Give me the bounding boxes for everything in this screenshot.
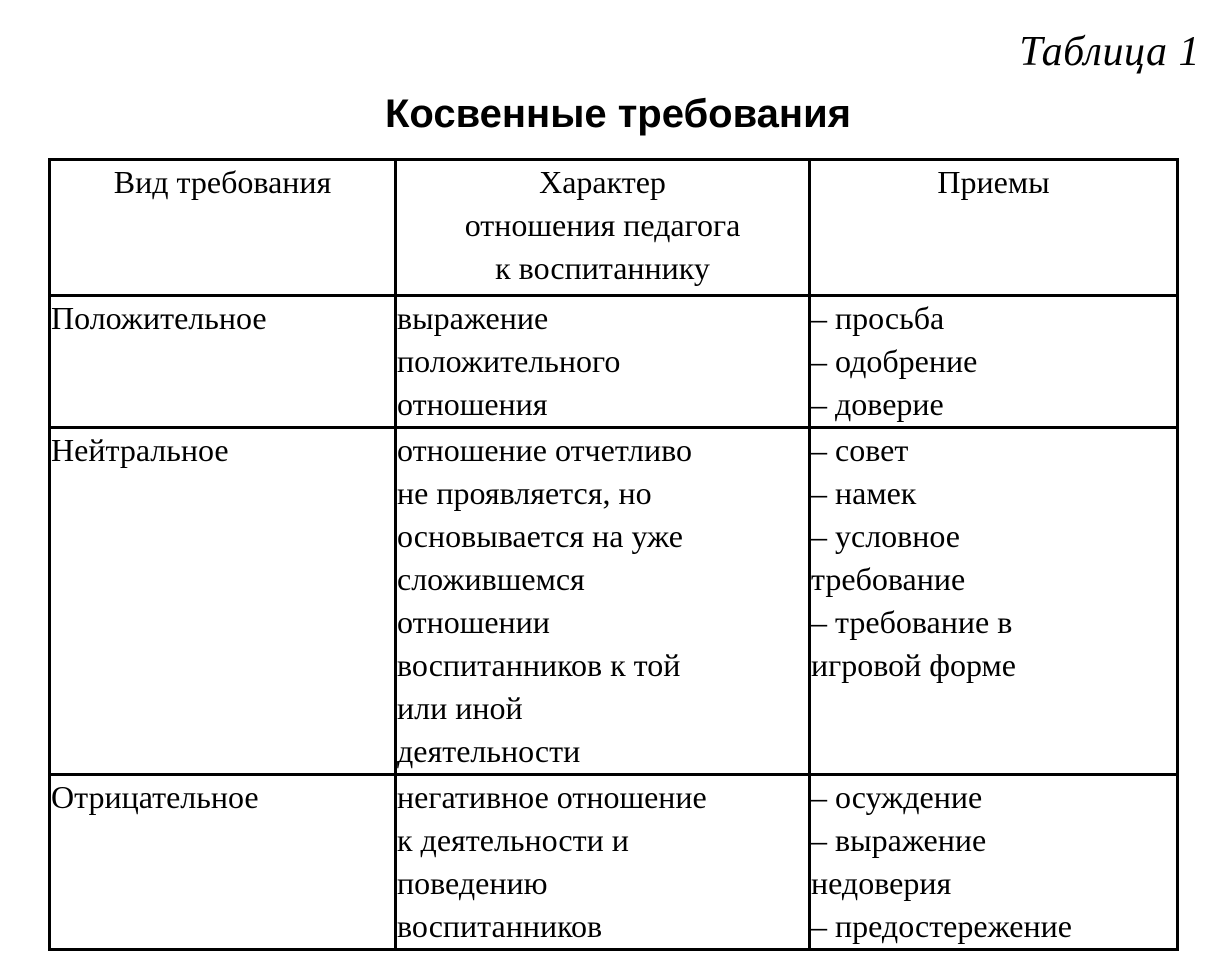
cell-text: отношение отчетливо xyxy=(397,432,693,468)
cell-methods xyxy=(810,296,1178,428)
table-row xyxy=(50,428,1178,775)
cell-text: – доверие xyxy=(811,386,944,422)
cell-text: воспитанников xyxy=(397,908,603,944)
header-cell-text: отношения педагога xyxy=(464,207,741,243)
cell-text: – требование в xyxy=(811,604,1013,640)
table-title: Косвенные требования xyxy=(385,92,851,136)
header-cell-text: Приемы xyxy=(937,164,1050,200)
cell-text: – осуждение xyxy=(811,779,983,815)
requirements-table xyxy=(48,158,1179,951)
cell-text: игровой форме xyxy=(811,647,1016,683)
header-teacher-attitude xyxy=(396,160,810,296)
cell-requirement-type xyxy=(50,428,396,775)
cell-text: негативное отношение xyxy=(397,779,707,815)
cell-text: – просьба xyxy=(811,300,945,336)
cell-attitude xyxy=(396,428,810,775)
cell-text: Положительное xyxy=(51,300,267,336)
cell-methods xyxy=(810,775,1178,950)
cell-methods xyxy=(810,428,1178,775)
cell-requirement-type xyxy=(50,296,396,428)
cell-text: основывается на уже xyxy=(397,518,683,554)
cell-requirement-type xyxy=(50,775,396,950)
cell-text: требование xyxy=(811,561,966,597)
cell-text: поведению xyxy=(397,865,548,901)
cell-text: отношения xyxy=(397,386,548,422)
cell-text: – выражение xyxy=(811,822,987,858)
cell-text: – условное xyxy=(811,518,960,554)
header-methods xyxy=(810,160,1178,296)
header-requirement-type xyxy=(50,160,396,296)
cell-attitude xyxy=(396,775,810,950)
table-row xyxy=(50,296,1178,428)
cell-text: или иной xyxy=(397,690,523,726)
header-cell-text: Характер xyxy=(539,164,666,200)
cell-text: деятельности xyxy=(397,733,581,769)
cell-text: недоверия xyxy=(811,865,952,901)
cell-text: – одобрение xyxy=(811,343,978,379)
cell-text: отношении xyxy=(397,604,550,640)
header-cell-text: к воспитаннику xyxy=(495,250,710,286)
cell-attitude xyxy=(396,296,810,428)
table-row xyxy=(50,775,1178,950)
cell-text: к деятельности и xyxy=(397,822,629,858)
cell-text: Нейтральное xyxy=(51,432,229,468)
cell-text: положительного xyxy=(397,343,621,379)
cell-text: сложившемся xyxy=(397,561,585,597)
cell-text: Отрицательное xyxy=(51,779,259,815)
cell-text: воспитанников к той xyxy=(397,647,681,683)
table-header-row xyxy=(50,160,1178,296)
cell-text: – совет xyxy=(811,432,909,468)
cell-text: – намек xyxy=(811,475,917,511)
cell-text: – предостережение xyxy=(811,908,1072,944)
table-number-label: Таблица 1 xyxy=(1019,29,1200,75)
header-cell-text: Вид требования xyxy=(113,164,332,200)
cell-text: выражение xyxy=(397,300,549,336)
cell-text: не проявляется, но xyxy=(397,475,652,511)
